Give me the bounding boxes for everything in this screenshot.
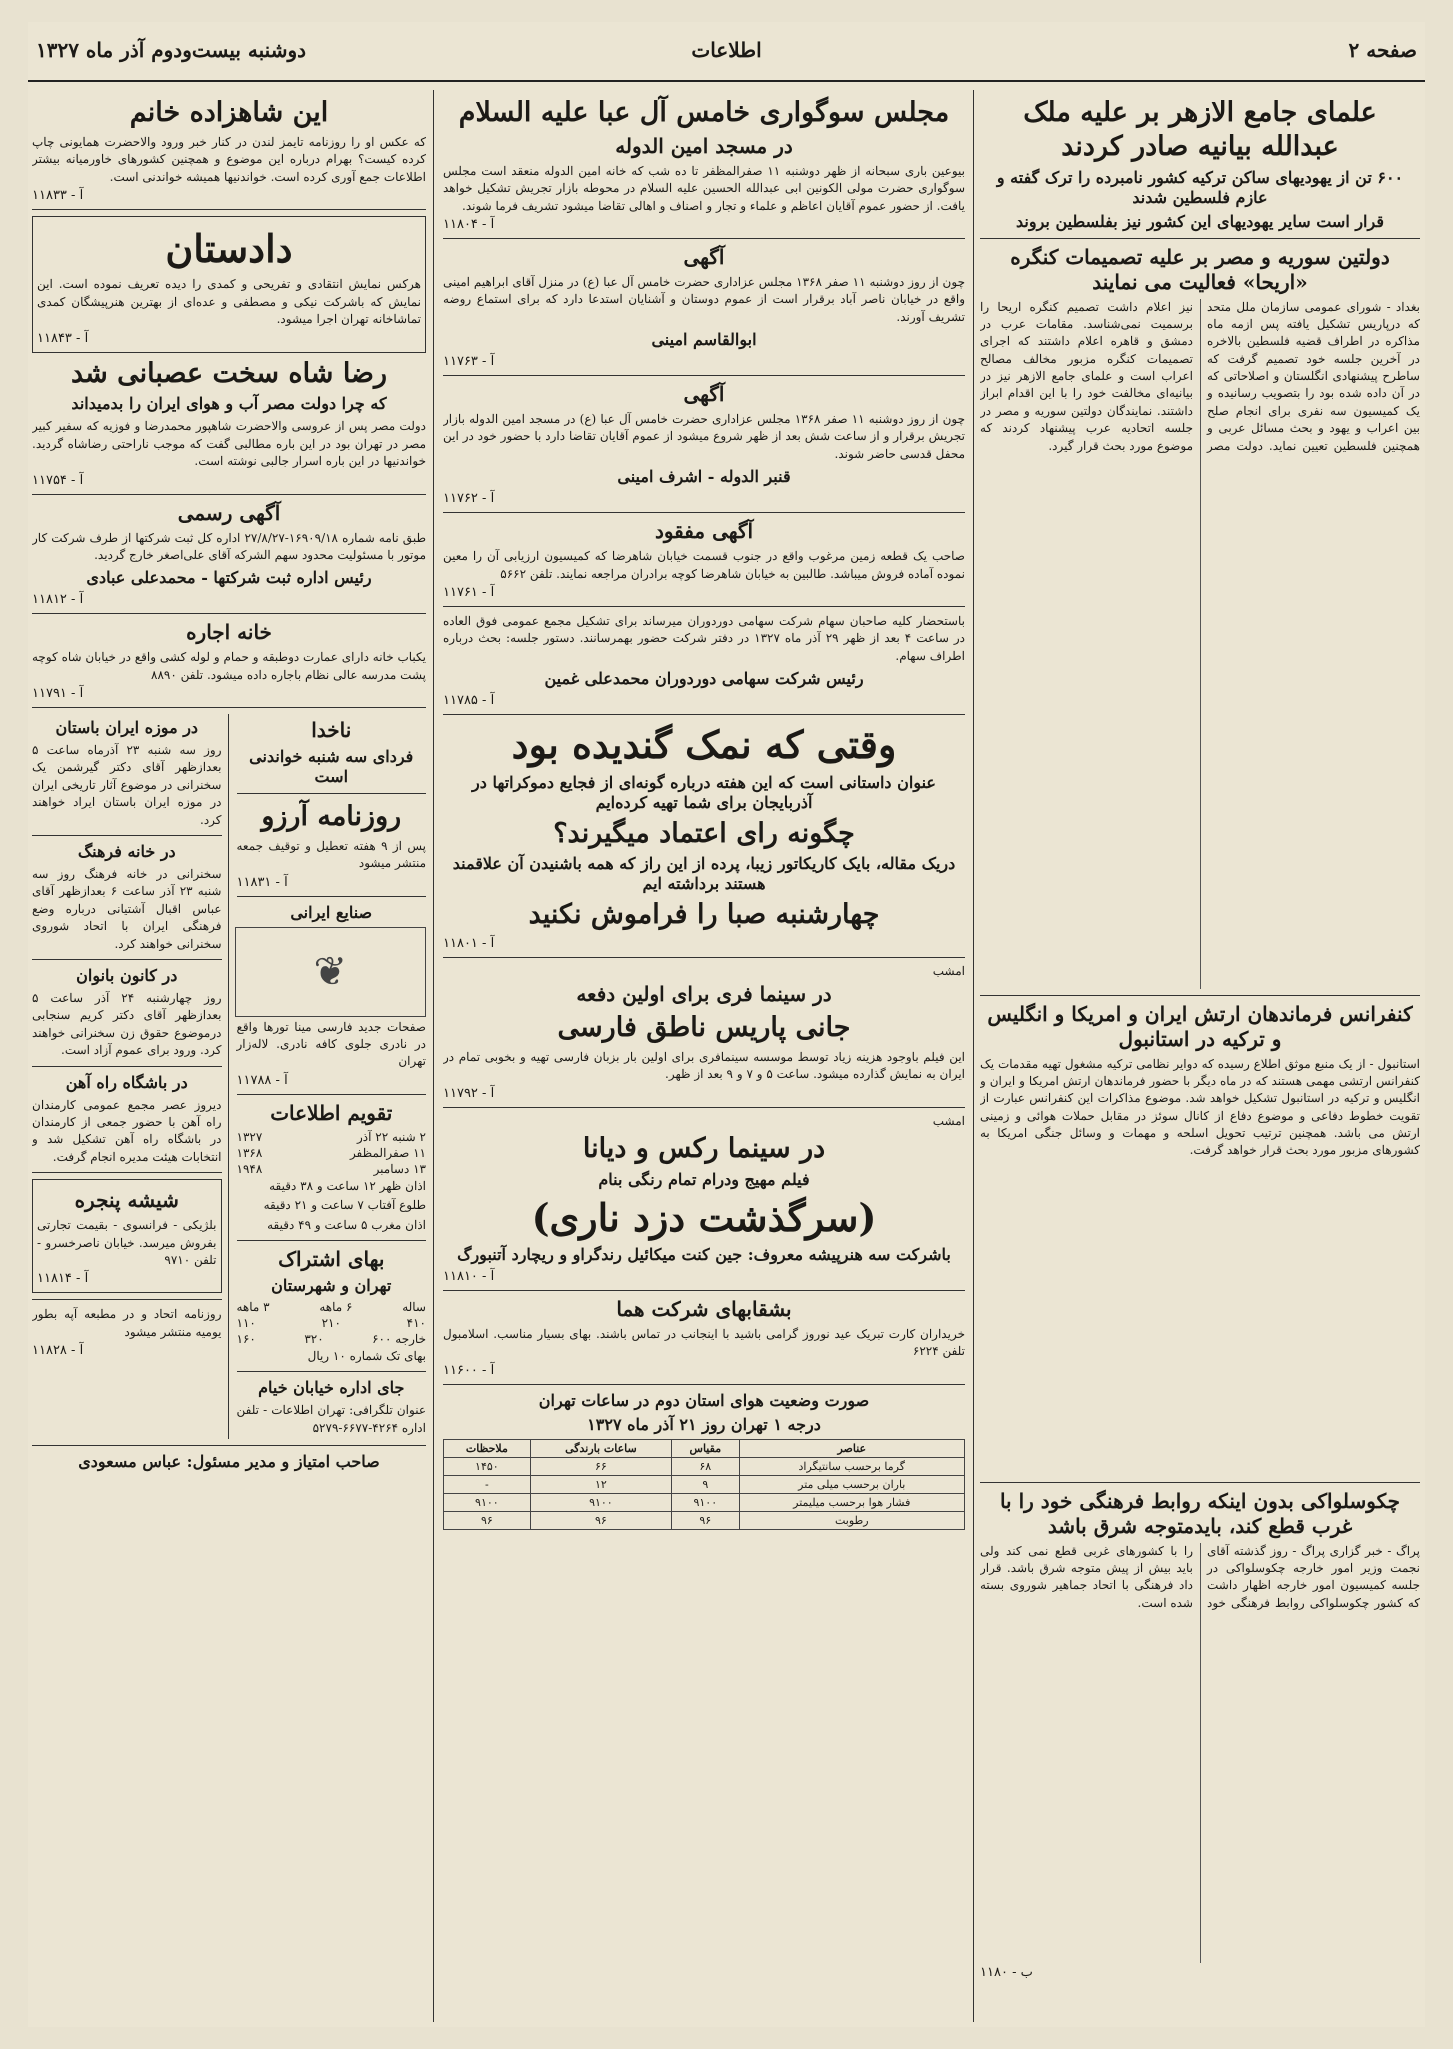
divider	[443, 714, 965, 715]
notice-title: آگهی	[683, 244, 725, 269]
divider	[32, 835, 222, 836]
ad-code: آ - ۱۱۶۰۰	[443, 1362, 495, 1378]
divider	[237, 1371, 427, 1372]
headline-czech: چکوسلواکی بدون اینکه روابط فرهنگی خود را با غرب قطع کند، بایدمتوجه شرق باشد	[999, 1488, 1401, 1538]
ad-code: آ - ۱۱۸۱۲	[32, 592, 84, 608]
cinema-film: جانی پاریس ناطق فارسی	[557, 1012, 851, 1044]
arezoo-body: پس از ۹ هفته تعطیل و توقیف جمعه منتشر میشود	[236, 838, 426, 871]
ad-code: آ - ۱۱۷۹۲	[443, 1085, 495, 1101]
weather-row: رطوبت ۹۶ ۹۶ ۹۶	[444, 1511, 965, 1529]
divider	[443, 606, 965, 607]
subscription-subtitle: تهران و شهرستان	[271, 1275, 392, 1295]
office-body: عنوان تلگرافی: تهران اطلاعات - تلفن اداره ۴۲۶۴-۶۶۷۷-۵۲۷۹	[236, 1403, 426, 1435]
print-note: روزنامه اتحاد و در مطبعه آپه بطور یومیه منتشر میشود	[32, 1307, 222, 1339]
princess-body: که عکس او را روزنامه تایمز لندن در کنار خبر ورود والاحضرت همایونی چاپ کرده کیست؟ بهرام درباره این موضوع و همچنین کشورهای خاورمیانه بیشتر اطلاعات جمع آوری کرده است. خواندنیها همیشه خواندنی است.	[32, 134, 426, 184]
headline-reza-shah: رضا شاه سخت عصبانی شد	[70, 357, 388, 389]
subscription-row: ساله ۶ ماهه ۳ ماهه	[236, 1299, 426, 1314]
issue-date: دوشنبه بیست‌ودوم آذر ماه ۱۳۲۷	[36, 38, 307, 62]
crafts-ornament-icon: ❦	[235, 927, 427, 1017]
ad-code: آ - ۱۱۸۲۸	[32, 1343, 84, 1359]
weather-header: ساعات بارندگی	[530, 1439, 671, 1457]
divider	[443, 512, 965, 513]
notice-signature: رئیس شرکت سهامی دوردوران محمدعلی غمین	[544, 669, 864, 689]
ad-code: آ - ۱۱۸۰۱	[443, 936, 495, 952]
subhead-turkey-jews: ۶۰۰ تن از یهودیهای ساکن ترکیه کشور نامبرده را ترک گفته و عازم فلسطین شدند	[996, 167, 1404, 207]
page-number: صفحه ۲	[1348, 38, 1417, 62]
notice-signature: ابوالقاسم امینی	[651, 330, 757, 350]
calendar-azan: اذان ظهر ۱۲ ساعت و ۳۸ دقیقه	[269, 1178, 426, 1193]
column-rule	[973, 90, 974, 2022]
divider	[980, 995, 1420, 996]
weather-header: ملاحظات	[444, 1439, 531, 1457]
calendar-maghrib: اذان مغرب ۵ ساعت و ۴۹ دقیقه	[267, 1217, 426, 1232]
notice-signature: قنبر الدوله - اشرف امینی	[617, 467, 791, 487]
lecture-body: سخنرانی در خانه فرهنگ روز سه شنبه ۲۳ آذر ساعت ۶ بعدازظهر آقای عباس اقبال آشتیانی درباره وضع فرهنگی ایران با اتحاد شوروی سخنرانی خواهند کرد.	[32, 867, 222, 951]
lecture-title: در کانون بانوان	[76, 965, 178, 985]
crafts-body: صفحات جدید فارسی مینا تورها واقع در نادری جلوی کافه نادری. لاله‌زار تهران	[236, 1019, 426, 1069]
ad-code: آ - ۱۱۸۱۴	[37, 1271, 89, 1287]
divider	[443, 238, 965, 239]
calendar-sunrise: طلوع آفتاب ۷ ساعت و ۲۱ دقیقه	[263, 1198, 426, 1213]
weather-header: عناصر	[739, 1439, 964, 1457]
reza-shah-subhead: که چرا دولت مصر آب و هوای ایران را بدمیداند	[71, 394, 387, 414]
subhead-mosque: در مسجد امین الدوله	[615, 133, 793, 158]
mourning-body: بیوعین باری سبحانه از ظهر دوشنبه ۱۱ صفرالمظفر تا ده شب که خانه امین الدوله منعقد است مجلس سوگواری حضرت مولی الکونین ابی عبدالله الحسین علیه السلام در محوطه بازار تجریش تشکیل خواهد یافت. از حضور عموم آقایان اعاظم و علماء و تجار و اصناف و اهالی تقاضا میشود تشریف فرما شوند.	[443, 163, 965, 213]
plates-body: خریداران کارت تبریک عید نوروز گرامی باشید با اینجانب در تماس باشند. بهای بسیار مناسب. اسلامبول تلفن ۶۲۲۴	[443, 1327, 965, 1359]
divider	[443, 1384, 965, 1385]
theatre-ad	[32, 216, 426, 353]
ad-code: آ - ۱۱۸۴۳	[37, 330, 89, 346]
vote-blurb: دریک مقاله، بایک کاریکاتور زیبا، پرده از این راز که همه باشنیدن آن علاقمند هستند برداشته ایم	[452, 854, 956, 894]
divider	[32, 494, 426, 495]
lecture-title: در موزه ایران باستان	[55, 718, 199, 738]
column-rule	[433, 90, 434, 2022]
ad-code: آ - ۱۱۸۳۳	[32, 187, 84, 203]
divider	[443, 1107, 965, 1108]
house-rent-body: یکباب خانه دارای عمارت دوطبقه و حمام و لوله کشی واقع در خیابان شاه کوچه پشت مدرسه عالی نظام باجاره داده میشود. تلفن ۸۸۹۰	[32, 650, 426, 682]
cinema-subtitle: فیلم مهیج ودرام تمام رنگی بنام	[598, 1169, 810, 1189]
divider	[32, 1066, 222, 1067]
divider	[32, 959, 222, 960]
weather-row: گرما برحسب سانتیگراد ۶۸ ۶۶ ۱۴۵۰	[444, 1457, 965, 1475]
headline-mourning: مجلس سوگواری خامس آل عبا علیه السلام	[458, 97, 950, 128]
newspaper-page	[28, 22, 1425, 2027]
masthead	[28, 22, 1425, 82]
cinema-body: این فیلم باوجود هزینه زیاد توسط موسسه سینمافری برای اولین بار بزبان فارسی تهیه و بخوبی تمام در ایران به نمایش گذارده میشود. ساعت ۵ و ۷ و ۹ بعد از ظهر.	[443, 1049, 965, 1082]
headline-syria-egypt: دولتین سوریه و مصر بر علیه تصمیمات کنگره «اریحا» فعالیت می نمایند	[1010, 244, 1390, 294]
lecture-body: روز چهارشنبه ۲۴ آذر ساعت ۵ بعدازظهر آقای دکتر کریم سنجابی درموضوع حقوق زن سخنرانی خواهند کرد. ورود برای عموم آزاد است.	[32, 990, 222, 1058]
ad-code: ب - ۱۱۸۰	[980, 1964, 1033, 1980]
official-notice-title: آگهی رسمی	[177, 500, 281, 525]
headline-saba: چهارشنبه صبا را فراموش نکنید	[528, 899, 880, 931]
headline-princess: این شاهزاده خانم	[129, 97, 329, 128]
divider	[980, 238, 1420, 239]
divider	[237, 793, 427, 794]
official-notice-signature: رئیس اداره ثبت شرکتها - محمدعلی عبادی	[86, 568, 372, 588]
cinema-title: در سینما فری برای اولین دفعه	[576, 982, 832, 1007]
divider	[32, 1445, 426, 1446]
subscription-note: بهای تک شماره ۱۰ ریال	[307, 1348, 426, 1363]
weather-report	[443, 1391, 965, 1530]
divider	[980, 1482, 1420, 1483]
divider	[237, 896, 427, 897]
notice-body: چون از روز دوشنبه ۱۱ صفر ۱۳۶۸ مجلس عزاداری حضرت خامس آل عبا (ع) در مسجد امین الدوله بازار تجریش برقرار و از ساعت شش بعد از ظهر شروع میشود از عموم آقایان تقاضا دارد با حضور خود در این محفل قدسی حاضر شوند.	[443, 412, 965, 461]
article-body-istanbul: استانبول - از یک منبع موثق اطلاع رسیده که دوایر نظامی ترکیه مشغول تهیه مقدمات یک کنفرانس ارتشی مهمی هستند که در ماه دیگر با حضور فرماندهان ارتش امریکا و ایران و انگلیس و ترکیه در استانبول تشکیل خواهد شد. موضوع مذاکرات این کنفرانس عبارت از تقویت خطوط دفاعی و موضوع دفاع از کانال سوئز در مقابل حملات هوائی و زمینی ارتش می باشد. همچنین ترتیب تحویل اسلحه و مهمات و وسائل جنگی امریکا به کشورهای مزبور مورد بحث قرار خواهد گرفت.	[980, 1056, 1420, 1158]
arezoo-title: روزنامه آرزو	[261, 801, 402, 833]
crafts-title: صنایع ایرانی	[290, 902, 373, 922]
article-body-czech: پراگ - خبر گزاری پراگ - روز گذشته آقای نجمت وزیر امور خارجه چکوسلواکی در جلسه کمیسیون امور خارجه اظهار داشت که کشور چکوسلواکی روابط فرهنگی خود را با کشورهای غربی قطع نمی کند ولی باید بیش از پیش متوجه شرق باشد. قرار داد فرهنگی با اتحاد جماهیر شوروی بسته شده است.	[980, 1543, 1420, 1610]
column-right	[980, 92, 1420, 2022]
divider	[32, 1299, 222, 1300]
column-middle	[443, 92, 965, 2022]
sub-column-right	[237, 714, 427, 1439]
headline-azhar: علمای جامع الازهر بر علیه ملک عبدالله بیانیه صادر کردند	[1023, 97, 1377, 162]
weather-title: صورت وضعیت هوای استان دوم در ساعات تهران	[538, 1390, 870, 1410]
divider	[32, 1172, 222, 1173]
subscription-row: ۴۱۰ ۲۱۰ ۱۱۰	[236, 1315, 426, 1330]
owner-signature: صاحب امتیاز و مدیر مسئول: عباس مسعودی	[78, 1452, 380, 1472]
paper-name: اطلاعات	[691, 38, 762, 62]
weather-table	[443, 1439, 965, 1530]
notice-title: آگهی	[683, 382, 725, 407]
nakhoda-title: ناخدا	[311, 718, 352, 743]
official-notice-body: طبق نامه شماره ۱۶۹۰۹/۱۸-۲۷/۸/۲۷ اداره کل ثبت شرکتها از طرف شرکت کار موتور با مسئولیت محدود سهم الشرکه آقای علی‌اصغر خارج گردید.	[32, 530, 426, 562]
ad-code: آ - ۱۱۷۶۳	[443, 354, 495, 370]
cinema-ad-header	[443, 1114, 965, 1128]
divider	[237, 1240, 427, 1241]
tonight-label: امشب	[932, 1113, 965, 1128]
calendar-title: تقویم اطلاعات	[270, 1100, 393, 1125]
ad-code: آ - ۱۱۸۱۰	[443, 1269, 495, 1284]
lecture-body: دیروز عصر مجمع عمومی کارمندان راه آهن با حضور جمعی از کارمندان در باشگاه راه آهن تشکیل شد و انتخابات هیئت مدیره انجام گرفت.	[32, 1097, 222, 1164]
reza-shah-body: دولت مصر پس از عروسی والاحضرت شاهپور محمدرضا و فوزیه که سفیر کبیر مصر در تهران بود در این باره مطالبی گفت که موجب ناراحتی رضاشاه گردید. خواندنیها در این باره اسرار جالبی نوشته است.	[32, 419, 426, 469]
shareholders-notice: باستحضار کلیه صاحبان سهام شرکت سهامی دوردوران میرساند برای تشکیل مجمع عمومی فوق العاده در ساعت ۴ بعد از ظهر ۲۹ آذر ماه ۱۳۲۷ در دفتر شرکت حضور بهمرسانند. دستور جلسه: بحث درباره اطراف سهام.	[443, 614, 965, 663]
calendar-row: ۱۳ دسامبر ۱۹۴۸	[236, 1161, 426, 1176]
headline-istanbul-conference: کنفرانس فرماندهان ارتش ایران و امریکا و انگلیس و ترکیه در استانبول	[987, 1001, 1413, 1051]
divider	[32, 707, 426, 708]
sub-column-left	[32, 714, 229, 1439]
plates-title: بشقابهای شرکت هما	[616, 1297, 792, 1321]
cinema-film: (سرگذشت دزد ناری)	[531, 1194, 877, 1240]
window-glass-ad	[32, 1179, 222, 1293]
notice-title: آگهی مفقود	[654, 519, 754, 544]
divider	[32, 613, 426, 614]
cinema-ad-header	[443, 964, 965, 978]
cinema-cast: باشرکت سه هنرپیشه معروف: جین کنت میکائیل رندگراو و ریچارد آتنبورگ	[457, 1245, 951, 1264]
weather-header: مقیاس	[672, 1439, 739, 1457]
lecture-title: در باشگاه راه آهن	[65, 1072, 188, 1092]
ad-code: آ - ۱۱۷۶۲	[443, 491, 495, 507]
weather-row: باران برحسب میلی متر ۹ ۱۲ -	[444, 1475, 965, 1493]
dadestan-body: هرکس نمایش انتقادی و تفریحی و کمدی را دیده تعریف نموده است. این نمایش که باشرکت نیکی و مصطفی و عده‌ای از بهترین هنرپیشگان کمدی تماشاخانه تهران اجرا میشود.	[37, 277, 421, 327]
notice-body: صاحب یک قطعه زمین مرغوب واقع در جنوب قسمت خیابان شاهرضا که کمیسیون ارزیابی آن را معین نموده آماده فروش میباشد. طالبین به خیابان شاهرضا کوچه برادران مراجعه نمایند. تلفن ۵۶۶۲	[443, 549, 965, 581]
divider	[443, 957, 965, 958]
article-body-azhar: بغداد - شورای عمومی سازمان ملل متحد که درپاریس تشکیل یافته پس ازمه ماه مذاکره در اطراف قضیه فلسطین بالاخره در آخرین جلسه خود تصمیم گرفت که ساطرح پیشنهادی انگلستان و اصلاحاتی که در آن داده شده بود را بتصویب رسانیده و یک کمیسیون سه نفری برای انجام صلح بین اعراب و یهود و بحث مسائل عربی و همچنین فلسطین تعیین نماید. دولت مصر نیز اعلام داشت تصمیم کنگره اریحا را برسمیت نمی‌شناسد. مقامات عرب در دمشق و قاهره اعلام داشتند که اجرای تصمیمات کنگره مزبور مخالف مصالح اعراب است و علمای جامع الازهر نیز در بیانیه‌ای مخالفت خود را با این اقدام ابراز داشتند. نمایندگان دولتین سوریه و مصر در جلسه اتحادیه عرب پیشنهاد کردند که موضوع مورد بحث قرار گیرد.	[980, 299, 1420, 453]
divider	[443, 1290, 965, 1291]
cinema-title: در سینما رکس و دیانا	[582, 1132, 826, 1164]
ad-code: آ - ۱۱۸۰۴	[443, 216, 495, 232]
subscription-row: خارجه ۶۰۰ ۳۲۰ ۱۶۰	[236, 1331, 426, 1346]
house-rent-title: خانه اجاره	[186, 620, 272, 645]
window-glass-body: بلژیکی - فرانسوی - بقیمت تجارتی بفروش میرسد. خیابان ناصرخسرو - تلفن ۹۷۱۰	[37, 1218, 217, 1267]
ad-code: آ - ۱۱۷۶۱	[443, 585, 495, 601]
calendar-row: ۱۱ صفرالمظفر ۱۳۶۸	[236, 1145, 426, 1160]
subhead-other-jews: قرار است سایر یهودیهای این کشور نیز بفلسطین بروند	[1016, 211, 1384, 231]
lecture-title: در خانه فرهنگ	[77, 842, 176, 862]
calendar-row: ۲ شنبه ۲۲ آذر ۱۳۲۷	[236, 1129, 426, 1144]
salt-blurb: عنوان داستانی است که این هفته درباره گونه‌ای از فجایع دموکراتها در آذربایجان برای شما تهیه کرده‌ایم	[472, 772, 936, 812]
window-glass-title: شیشه پنجره	[74, 1188, 179, 1213]
headline-dadestan: دادستان	[165, 225, 293, 271]
weather-subtitle: درجه ۱ تهران روز ۲۱ آذر ماه ۱۳۲۷	[587, 1414, 821, 1434]
nakhoda-body: فردای سه شنبه خواندنی است	[249, 747, 414, 787]
headline-salt: وقتی که نمک گندیده بود	[511, 722, 897, 768]
ad-code: آ - ۱۱۷۵۴	[32, 472, 84, 488]
column-left	[32, 92, 426, 2022]
divider	[32, 209, 426, 210]
subscription-title: بهای اشتراک	[278, 1246, 385, 1271]
two-column-block	[32, 714, 426, 1439]
ad-code: آ - ۱۱۷۹۱	[32, 686, 84, 702]
divider	[237, 1094, 427, 1095]
weather-row: فشار هوا برحسب میلیمتر ۹۱۰۰ ۹۱۰۰ ۹۱۰۰	[444, 1493, 965, 1511]
ad-code: آ - ۱۱۸۳۱	[236, 874, 288, 890]
lecture-body: روز سه شنبه ۲۳ آذرماه ساعت ۵ بعدازظهر آقای دکتر گیرشمن یک سخنرانی در موضوع آثار تاریخی ایران در موزه ایران باستان ایراد خواهند کرد.	[32, 743, 222, 827]
divider	[443, 375, 965, 376]
notice-body: چون از روز دوشنبه ۱۱ صفر ۱۳۶۸ مجلس عزاداری حضرت خامس آل عبا (ع) در منزل آقای ابراهیم امینی واقع در خیابان ناصر آباد برقرار است از عموم دوستان و آشنایان استدعا دارد که برای استماع روضه تشریف آورند.	[443, 274, 965, 324]
office-title: جای اداره خیابان خیام	[258, 1378, 405, 1398]
tonight-label: امشب	[932, 964, 965, 979]
headline-vote: چگونه رای اعتماد میگیرند؟	[553, 817, 855, 849]
ad-code: آ - ۱۱۷۸۸	[236, 1072, 288, 1088]
ad-code: آ - ۱۱۷۸۵	[443, 693, 495, 709]
